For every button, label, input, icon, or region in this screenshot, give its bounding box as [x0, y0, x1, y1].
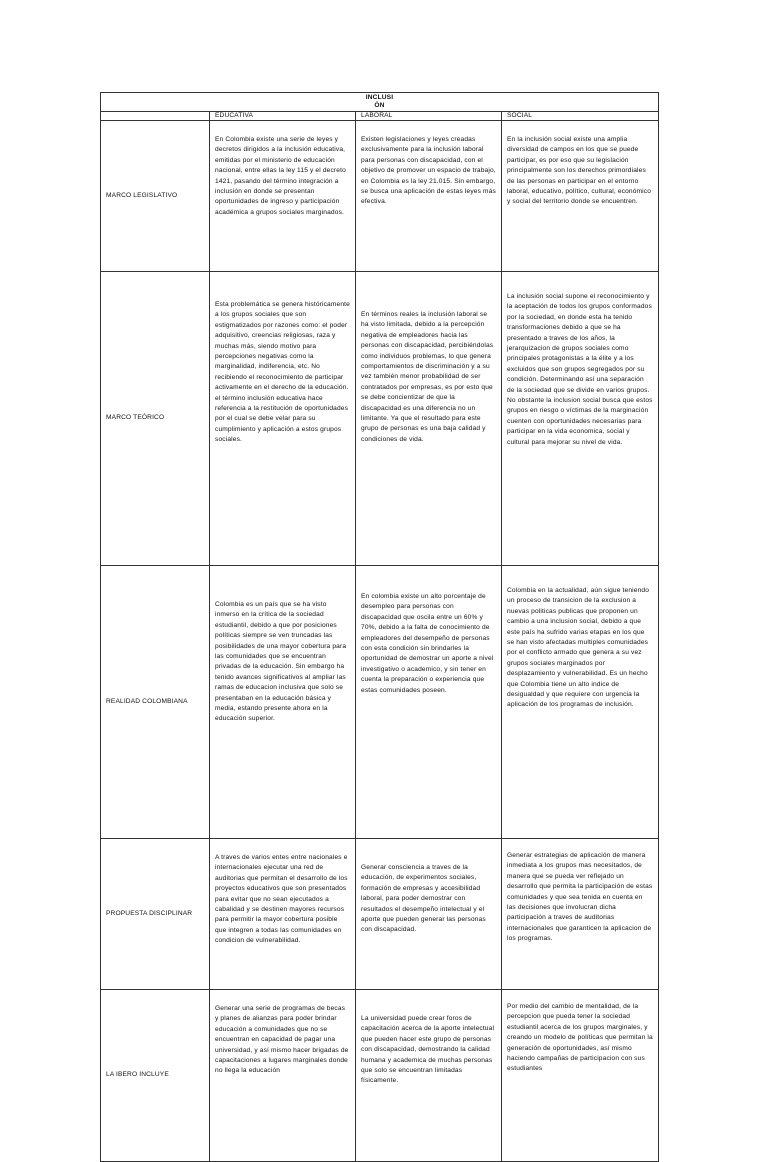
table-title-row	[101, 93, 659, 112]
cell-social: Generar estrategias de aplicación de manera inmediata a los grupos mas necesitados, de manera que se pueda ver reflejado un desarrollo que permita la participación de estas comunidades y que sea tenida en cuenta en las decisiones que involucran dicha participación a traves de auditorias internacionales que garanticen la aplicacion de los programas.	[502, 839, 659, 990]
inclusion-table	[100, 92, 659, 1162]
cell-educativa: Esta problemática se genera históricamente a los grupos sociales que son estigmatizados por razones como: el poder adquisitivo, creencias religiosas, raza y muchas más, siendo motivo para percepciones negativas como la marginalidad, indiferencia, etc. No recibiendo el reconocimiento de participar activamente en el derecho de la educación. el término inclusión educativa hace referencia a la restitución de oportunidades por el cual se debe velar para su cumplimiento y aplicación a estos grupos sociales.	[210, 272, 356, 566]
cell-social: Colombia en la actualidad, aún sigue teniendo un proceso de transicion de la exclusion a nuevas politicas publicas que proponen un cambio a una inclusion social, debido a que este país ha sufrido varias etapas en los que se han visto afectadas multiples comunidades por el conflicto armado que genera a su vez grupos sociales marginados por desplazamiento y vulnerabilidad. Es un hecho que Colombia tiene un alto indice de desigualdad y que requiere con urgencia la aplicación de los programas de inclusión.	[502, 566, 659, 839]
table-row	[101, 121, 659, 272]
table-row	[101, 990, 659, 1162]
cell-educativa: A traves de varios entes entre nacionales e internacionales ejecutar una red de auditorias que permitan el desarrollo de los proyectos educativos que son presentados para evitar que no sean ejecutados a cabalidad y se destinen mayores recursos para permitir la mayor cobertura posible que integren a todas las comunidades en condicion de vulnerabilidad.	[210, 839, 356, 990]
row-category: PROPUESTA DISCIPLINAR	[101, 839, 210, 990]
header-laboral: LABORAL	[356, 112, 502, 121]
header-educativa: EDUCATIVA	[210, 112, 356, 121]
cell-laboral: Existen legislaciones y leyes creadas exclusivamente para la inclusión laboral para personas con discapacidad, con el objetivo de promover un espacio de trabajo, en Colombia es la ley 21.015. Sin embargo, se busca una aplicación de estas leyes más efectiva.	[356, 121, 502, 272]
table-header-row	[101, 112, 659, 121]
cell-laboral: En colombia existe un alto porcentaje de desempleo para personas con discapacidad que oscila entre un 60% y 70%, debido a la falta de conocimiento de empleadores del desempeño de personas con esta condición sin brindarles la oportunidad de demostrar un aporte a nivel investigativo o academico, y sin tener en cuenta la preparación o experiencia que estas comunidades poseen.	[356, 566, 502, 839]
table-title-line2: ÓN	[374, 102, 385, 109]
inclusion-table-wrapper	[100, 92, 658, 1162]
cell-social: Por medio del cambio de mentalidad, de la percepcion que pueda tener la sociedad estudiantil acerca de los grupos marginales, y creando un modelo de políticas que permitan la generación de oportunidades, así mismo haciendo campañas de participacion con sus estudiantes	[502, 990, 659, 1162]
cell-laboral: Generar consciencia a traves de la educación, de experimentos sociales, formación de empresas y accesibilidad laboral, para poder demostrar con resultados el desempeño intelectual y el aporte que pueden generar las personas con discapacidad.	[356, 839, 502, 990]
table-row	[101, 272, 659, 566]
cell-laboral: En términos reales la inclusión laboral se ha visto limitada, debido a la percepción negativa de empleadores hacia las personas con discapacidad, percibiéndolas como individuos problemas, lo que genera comportamientos de discriminación y a su vez también menor probabilidad de ser contratados por empresas, es por esto que se debe concientizar de que la discapacidad es una diferencia no un limitante. Ya que el resultado para este grupo de personas es una baja calidad y condiciones de vida.	[356, 272, 502, 566]
row-category: LA IBERO INCLUYE	[101, 990, 210, 1162]
row-category: REALIDAD COLOMBIANA	[101, 566, 210, 839]
cell-laboral: La universidad puede crear foros de capacitación acerca de la aporte intelectual que pueden hacer este grupo de personas con discapacidad, demostrando la calidad humana y academica de muchas personas que solo se encuentran limitadas físicamente.	[356, 990, 502, 1162]
table-row	[101, 566, 659, 839]
table-title	[101, 93, 659, 112]
row-category: MARCO LEGISLATIVO	[101, 121, 210, 272]
row-category: MARCO TEÓRICO	[101, 272, 210, 566]
cell-social: La inclusión social supone el reconocimiento y la aceptación de todos los grupos conformados por la sociedad, en donde esta ha tenido transformaciones debido a que se ha presentado a traves de los años, la jerarquizacion de grupos sociales como principales protagonistas a la élite y a los excluidos que son grupos segregados por su condición. Determinando así una separación de la sociedad que se divide en varios grupos. No obstante la inclusion social busca que estos grupos en riesgo o víctimas de la marginación cuenten con oportunidades necesarias para participar en la vida economica, social y cultural para mejorar su nivel de vida.	[502, 272, 659, 566]
cell-educativa: En Colombia existe una serie de leyes y decretos dirigidos a la inclusión educativa, emitidas por el ministerio de educación nacional, entre ellas la ley 115 y el decreto 1421, pasando del término integración a inclusión en donde se presentan oportunidades de ingreso y participación académica a grupos sociales marginados.	[210, 121, 356, 272]
cell-educativa: Colombia es un país que se ha visto inmerso en la crítica de la sociedad estudiantil, debido a que por posiciones políticas siempre se ven truncadas las posibilidades de una mayor cobertura para las comunidades que se encuentran privadas de la educación. Sin embargo ha tenido avances significativos al ampliar las ramas de educacion inclusiva que solo se presentaban en la educación básica y media, estando presente ahora en la educación superior.	[210, 566, 356, 839]
cell-social: En la inclusión social existe una amplia diversidad de campos en los que se puede participar, es por eso que su legislación principalmente son los derechos primordiales de las personas en participar en el entorno laboral, educativo, político, cultural, económico y social del territorio donde se encuentren.	[502, 121, 659, 272]
table-row	[101, 839, 659, 990]
table-title-line1: INCLUSI	[365, 94, 394, 101]
header-social: SOCIAL	[502, 112, 659, 121]
cell-educativa: Generar una serie de programas de becas y planes de alianzas para poder brindar educación a comunidades que no se encuentran en capacidad de pagar una universidad, y así mismo hacer brigadas de capacitaciones a lugares marginales donde no llega la educación	[210, 990, 356, 1162]
header-empty	[101, 112, 210, 121]
